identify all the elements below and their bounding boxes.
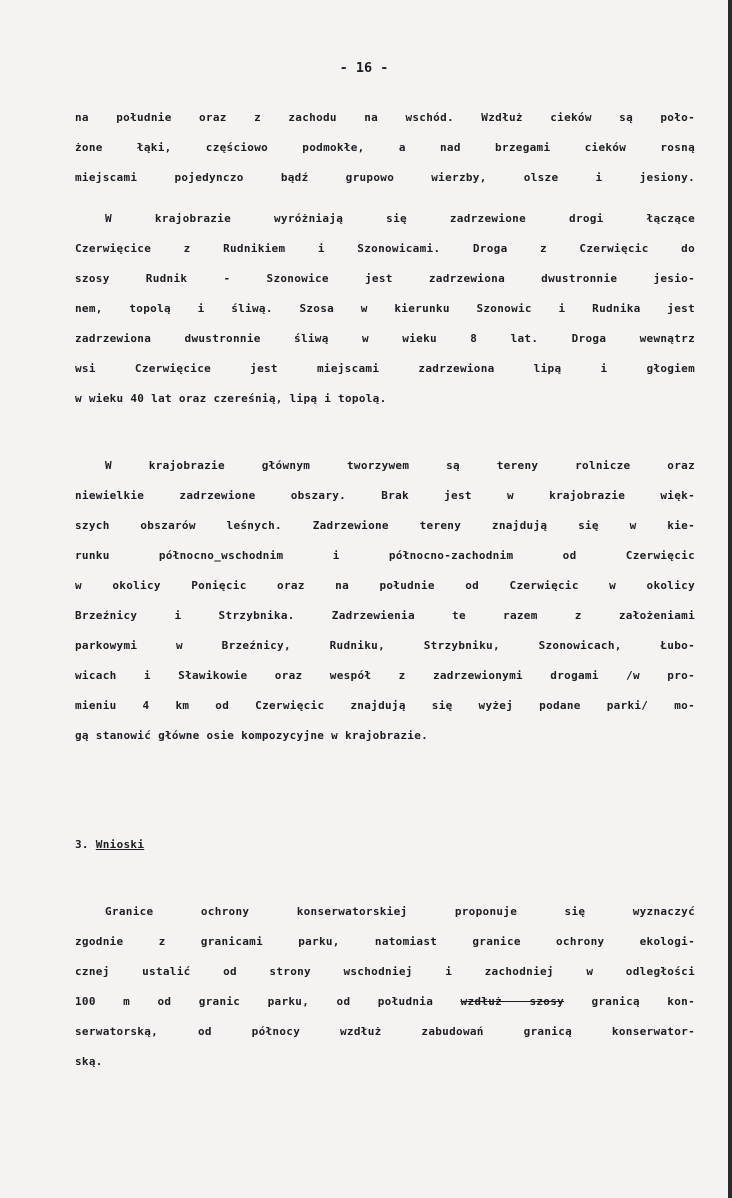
struck-text: wzdłuż szosy bbox=[460, 995, 565, 1008]
text-segment: granicą kon- bbox=[564, 995, 695, 1008]
text-line-with-strikethrough bbox=[75, 987, 695, 1017]
text-line: zadrzewiona dwustronnie śliwą w wieku 8 lat. Droga wewnątrz bbox=[75, 332, 695, 345]
text-line: serwatorską, od północy wzdłuż zabudowań granicą konserwator- bbox=[75, 1025, 695, 1038]
text-line: runku północno_wschodnim i północno-zachodnim od Czerwięcic bbox=[75, 549, 695, 562]
text-line: mieniu 4 km od Czerwięcic znajdują się wyżej podane parki/ mo- bbox=[75, 699, 695, 712]
text-line: żone łąki, częściowo podmokłe, a nad brzegami cieków rosną bbox=[75, 141, 695, 154]
text-line: szych obszarów leśnych. Zadrzewione tereny znajdują się w kie- bbox=[75, 519, 695, 532]
text-line: w wieku 40 lat oraz czereśnią, lipą i topolą. bbox=[75, 392, 387, 405]
page-number: - 16 - bbox=[339, 60, 389, 76]
text-line: Granice ochrony konserwatorskiej proponuje się wyznaczyć bbox=[105, 905, 695, 918]
text-line: parkowymi w Brzeźnicy, Rudniku, Strzybniku, Szonowicach, Łubo- bbox=[75, 639, 695, 652]
text-line: w okolicy Ponięcic oraz na południe od Czerwięcic w okolicy bbox=[75, 579, 695, 592]
paragraph-3 bbox=[75, 451, 695, 751]
text-line: wsi Czerwięcice jest miejscami zadrzewiona lipą i głogiem bbox=[75, 362, 695, 375]
paragraph-2 bbox=[75, 204, 695, 414]
text-line: niewielkie zadrzewione obszary. Brak jest w krajobrazie więk- bbox=[75, 489, 695, 502]
text-line: zgodnie z granicami parku, natomiast granice ochrony ekologi- bbox=[75, 935, 695, 948]
text-line: W krajobrazie głównym tworzywem są tereny rolnicze oraz bbox=[105, 459, 695, 472]
text-segment: 100 m od granic parku, od południa bbox=[75, 995, 461, 1008]
text-line: wicach i Sławikowie oraz wespół z zadrzewionymi drogami /w pro- bbox=[75, 669, 695, 682]
text-line: nem, topolą i śliwą. Szosa w kierunku Szonowic i Rudnika jest bbox=[75, 302, 695, 315]
text-line: Czerwięcice z Rudnikiem i Szonowicami. Droga z Czerwięcic do bbox=[75, 242, 695, 255]
section-heading bbox=[75, 830, 144, 860]
text-line: ską. bbox=[75, 1055, 103, 1068]
text-line: cznej ustalić od strony wschodniej i zachodniej w odległości bbox=[75, 965, 695, 978]
text-line: na południe oraz z zachodu na wschód. Wzdłuż cieków są poło- bbox=[75, 111, 695, 124]
conclusion-paragraph bbox=[75, 897, 695, 1077]
text-line: W krajobrazie wyróżniają się zadrzewione drogi łączące bbox=[105, 212, 695, 225]
text-line: szosy Rudnik - Szonowice jest zadrzewiona dwustronnie jesio- bbox=[75, 272, 695, 285]
section-title: Wnioski bbox=[95, 838, 145, 851]
section-number: 3. bbox=[75, 838, 89, 851]
text-line: Brzeźnicy i Strzybnika. Zadrzewienia te razem z założeniami bbox=[75, 609, 695, 622]
text-line: miejscami pojedynczo bądź grupowo wierzby, olsze i jesiony. bbox=[75, 171, 695, 184]
text-line: gą stanowić główne osie kompozycyjne w krajobrazie. bbox=[75, 729, 429, 742]
paragraph-1 bbox=[75, 103, 695, 193]
